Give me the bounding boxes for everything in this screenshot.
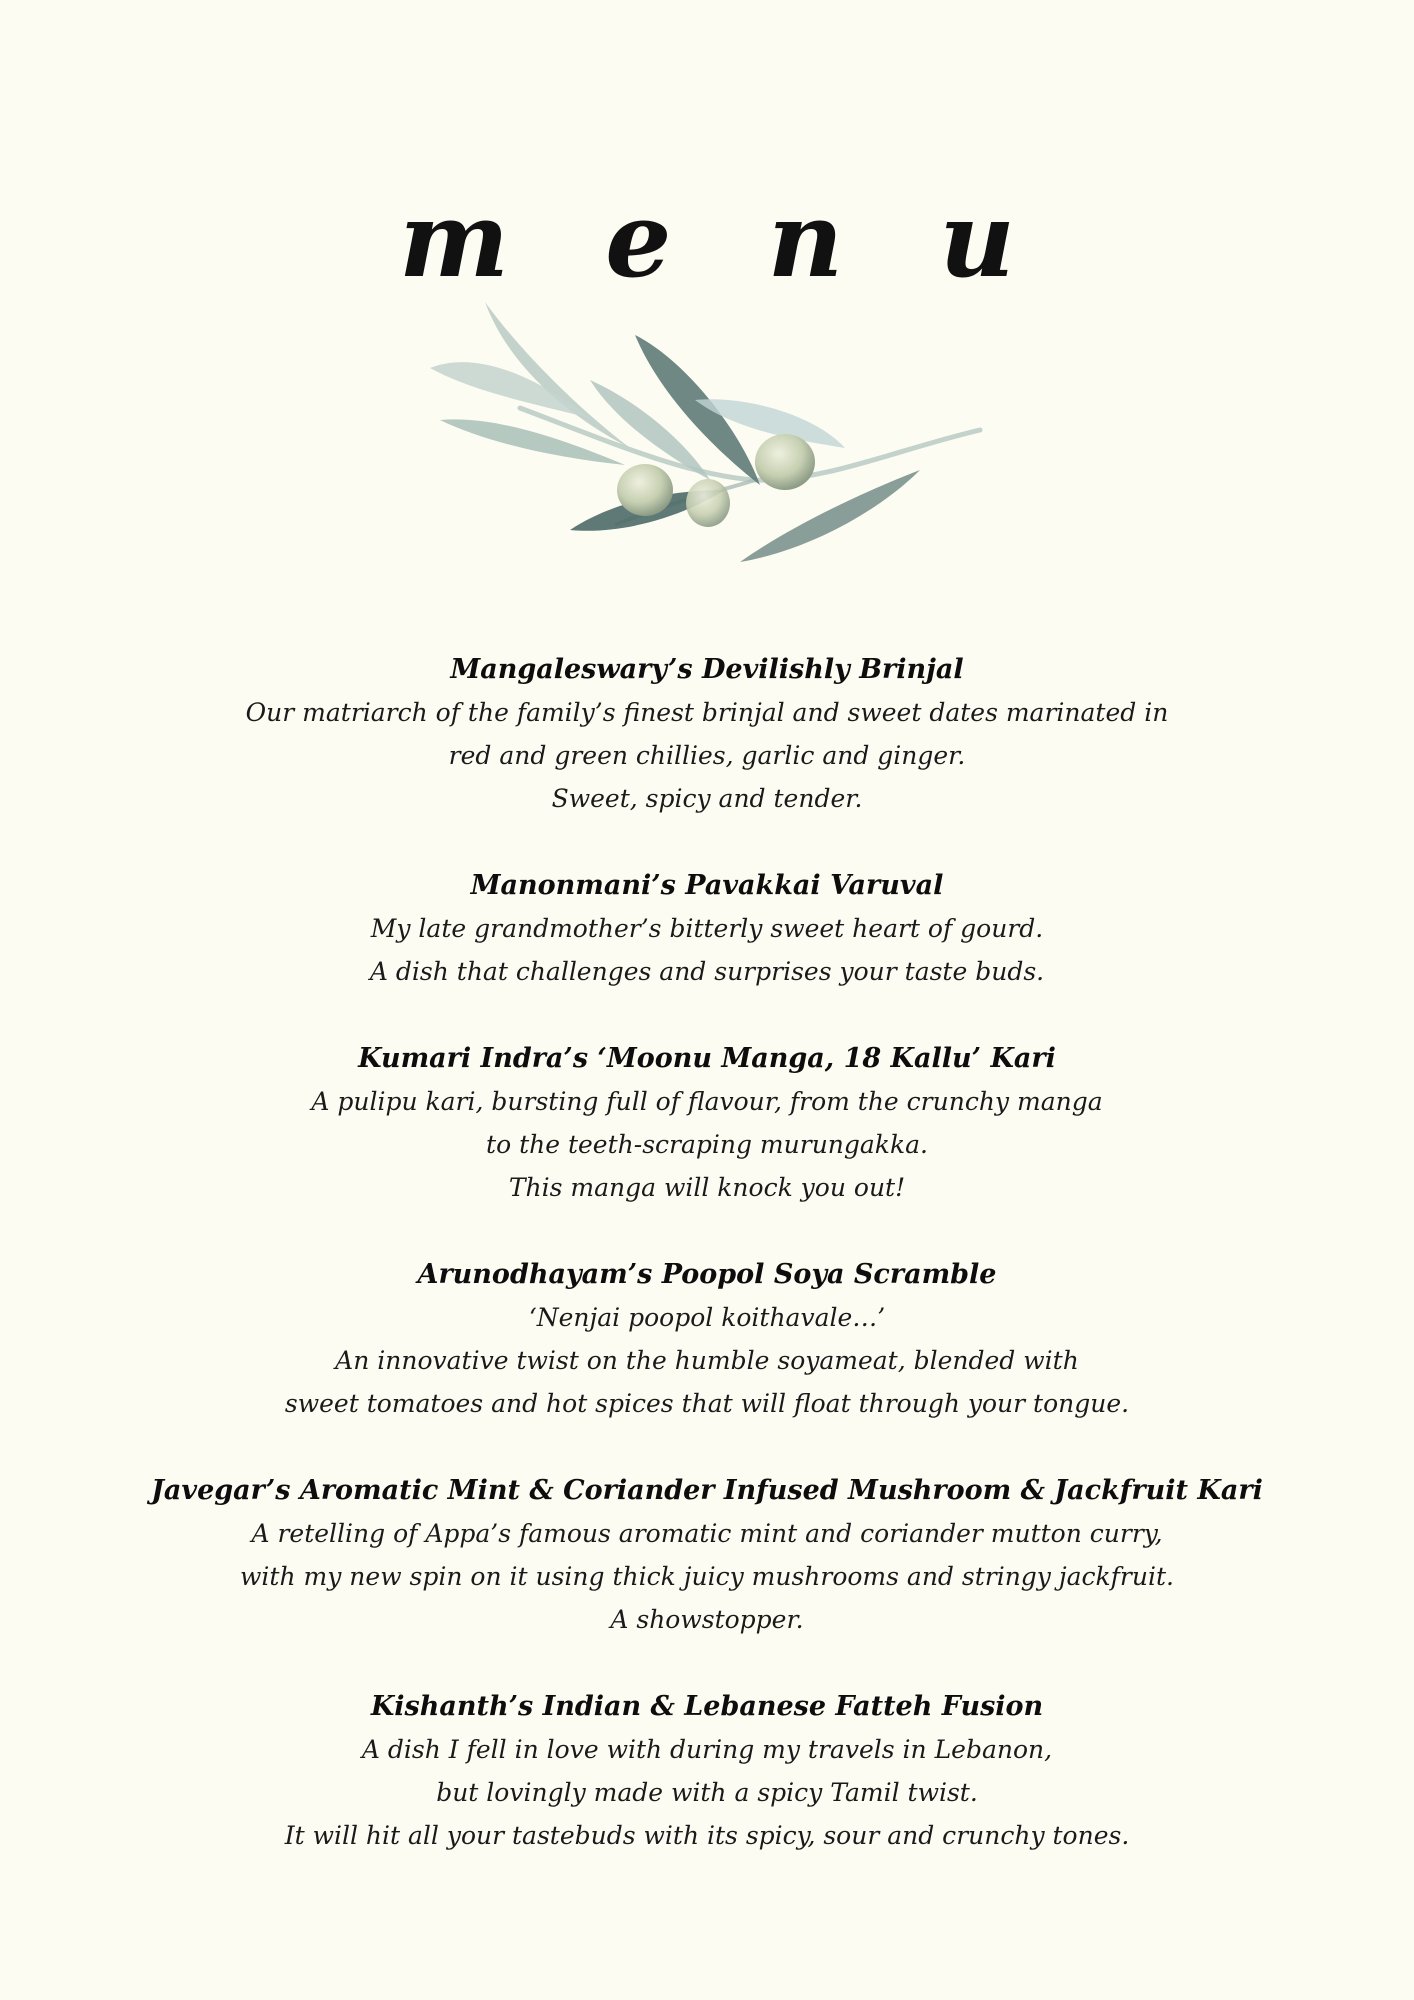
dish-description-line: Sweet, spicy and tender. (551, 784, 863, 813)
dish-description-line: sweet tomatoes and hot spices that will float through your tongue. (284, 1389, 1130, 1418)
menu-item (0, 1253, 1414, 1425)
dish-description-line: but lovingly made with a spicy Tamil twist. (436, 1778, 978, 1807)
menu-item (0, 1469, 1414, 1641)
dish-name: Javegar’s Aromatic Mint & Coriander Infused Mushroom & Jackfruit Kari (151, 1475, 1263, 1506)
dish-description-line: A pulipu kari, bursting full of flavour, from the crunchy manga (311, 1087, 1103, 1116)
menu-item (0, 1037, 1414, 1209)
dish-description-line: red and green chillies, garlic and ginger. (448, 741, 966, 770)
dish-description-line: A retelling of Appa’s famous aromatic mint and coriander mutton curry, (251, 1519, 1163, 1548)
dish-description-line: A dish I fell in love with during my travels in Lebanon, (361, 1735, 1053, 1764)
dish-description-line: with my new spin on it using thick juicy mushrooms and stringy jackfruit. (240, 1562, 1174, 1591)
dish-description-line: ‘Nenjai poopol koithavale…’ (528, 1303, 886, 1332)
dish-name: Arunodhayam’s Poopol Soya Scramble (417, 1259, 997, 1290)
dish-name: Kishanth’s Indian & Lebanese Fatteh Fusion (370, 1691, 1044, 1722)
menu-item (0, 864, 1414, 993)
menu-item (0, 1685, 1414, 1857)
dish-description-line: An innovative twist on the humble soyameat, blended with (335, 1346, 1079, 1375)
dish-description-line: It will hit all your tastebuds with its spicy, sour and crunchy tones. (284, 1821, 1130, 1850)
olive-branch-illustration (425, 290, 985, 580)
dish-description-line: A dish that challenges and surprises your taste buds. (369, 957, 1045, 986)
dish-name: Kumari Indra’s ‘Moonu Manga, 18 Kallu’ Kari (358, 1043, 1056, 1074)
menu-title: m e n u (398, 177, 1046, 301)
dish-description-line: to the teeth-scraping murungakka. (486, 1130, 928, 1159)
menu-item (0, 648, 1414, 820)
menu-items (0, 648, 1414, 1901)
dish-description-line: A showstopper. (610, 1605, 804, 1634)
dish-description-line: Our matriarch of the family’s finest brinjal and sweet dates marinated in (245, 698, 1169, 727)
dish-description-line: My late grandmother’s bitterly sweet heart of gourd. (370, 914, 1044, 943)
dish-name: Manonmani’s Pavakkai Varuval (470, 870, 944, 901)
dish-name: Mangaleswary’s Devilishly Brinjal (450, 654, 964, 685)
dish-description-line: This manga will knock you out! (508, 1173, 906, 1202)
